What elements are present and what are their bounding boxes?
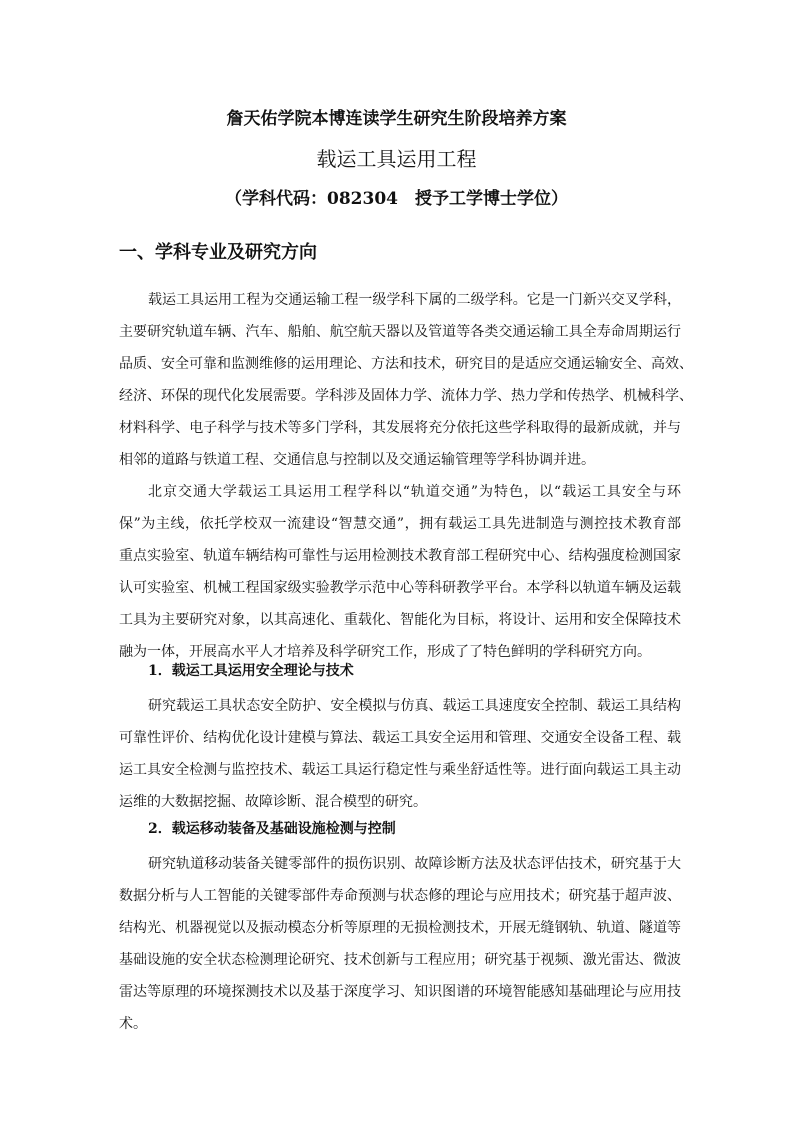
- discipline-code-line: （学科代码：082304 授予工学博士学位）: [225, 189, 568, 209]
- text-line: 雷达等原理的环境探测技术以及基于深度学习、知识图谱的环境智能感知基础理论与应用技: [119, 984, 681, 1000]
- text-line: 可靠性评价、结构优化设计建模与算法、载运工具安全运用和管理、交通安全设备工程、载: [119, 730, 681, 746]
- text-line: 术。: [119, 1016, 147, 1032]
- text-line: 融为一体，开展高水平人才培养及科学研究工作，形成了了特色鲜明的学科研究方向。: [119, 644, 651, 660]
- text-line: 运工具安全检测与监控技术、载运工具运行稳定性与乘坐舒适性等。进行面向载运工具主动: [119, 762, 681, 778]
- text-line: 材料科学、电子科学与技术等多门学科，其发展将充分依托这些学科取得的最新成就，并与: [119, 420, 681, 436]
- direction-2-body: [119, 848, 681, 1040]
- paragraph-features: [119, 476, 681, 668]
- text-line: 保”为主线，依托学校双一流建设“智慧交通”，拥有载运工具先进制造与测控技术教育部: [119, 516, 681, 532]
- text-line: 品质、安全可靠和监测维修的运用理论、方法和技术，研究目的是适应交通运输安全、高效、: [119, 356, 693, 372]
- text-line: 数据分析与人工智能的关键零部件寿命预测与状态修的理论与应用技术；研究基于超声波、: [119, 888, 681, 904]
- text-line: 经济、环保的现代化发展需要。学科涉及固体力学、流体力学、热力学和传热学、机械科学、: [119, 388, 693, 404]
- direction-1-body: [119, 690, 681, 818]
- text-line: 工具为主要研究对象，以其高速化、重载化、智能化为目标，将设计、运用和安全保障技术: [119, 612, 681, 628]
- text-line: 运维的大数据挖掘、故障诊断、混合模型的研究。: [119, 794, 427, 810]
- text-line: 结构光、机器视觉以及振动模态分析等原理的无损检测技术，开展无缝钢轨、轨道、隧道等: [119, 920, 681, 936]
- text-line: 重点实验室、轨道车辆结构可靠性与运用检测技术教育部工程研究中心、结构强度检测国家: [119, 548, 681, 564]
- text-line: 载运工具运用工程为交通运输工程一级学科下属的二级学科。它是一门新兴交叉学科，: [148, 292, 681, 308]
- paragraph-intro: [119, 284, 693, 476]
- text-line: 研究轨道移动装备关键零部件的损伤识别、故障诊断方法及状态评估技术，研究基于大: [148, 856, 681, 872]
- text-line: 相邻的道路与铁道工程、交通信息与控制以及交通运输管理等学科协调并进。: [119, 452, 595, 468]
- text-line: 基础设施的安全状态检测理论研究、技术创新与工程应用；研究基于视频、激光雷达、微波: [119, 952, 681, 968]
- document-title: 詹天佑学院本博连读学生研究生阶段培养方案: [226, 109, 567, 129]
- text-line: 主要研究轨道车辆、汽车、船舶、航空航天器以及管道等各类交通运输工具全寿命周期运行: [119, 324, 681, 340]
- text-line: 研究载运工具状态安全防护、安全模拟与仿真、载运工具速度安全控制、载运工具结构: [148, 698, 681, 714]
- text-line: 北京交通大学载运工具运用工程学科以“轨道交通”为特色，以“载运工具安全与环: [148, 484, 681, 500]
- direction-2-heading: 2．载运移动装备及基础设施检测与控制: [148, 821, 396, 837]
- direction-1-heading: 1．载运工具运用安全理论与技术: [148, 663, 354, 679]
- document-subtitle: 载运工具运用工程: [316, 147, 477, 171]
- text-line: 认可实验室、机械工程国家级实验教学示范中心等科研教学平台。本学科以轨道车辆及运载: [119, 580, 681, 596]
- section-heading: 一、学科专业及研究方向: [119, 242, 317, 263]
